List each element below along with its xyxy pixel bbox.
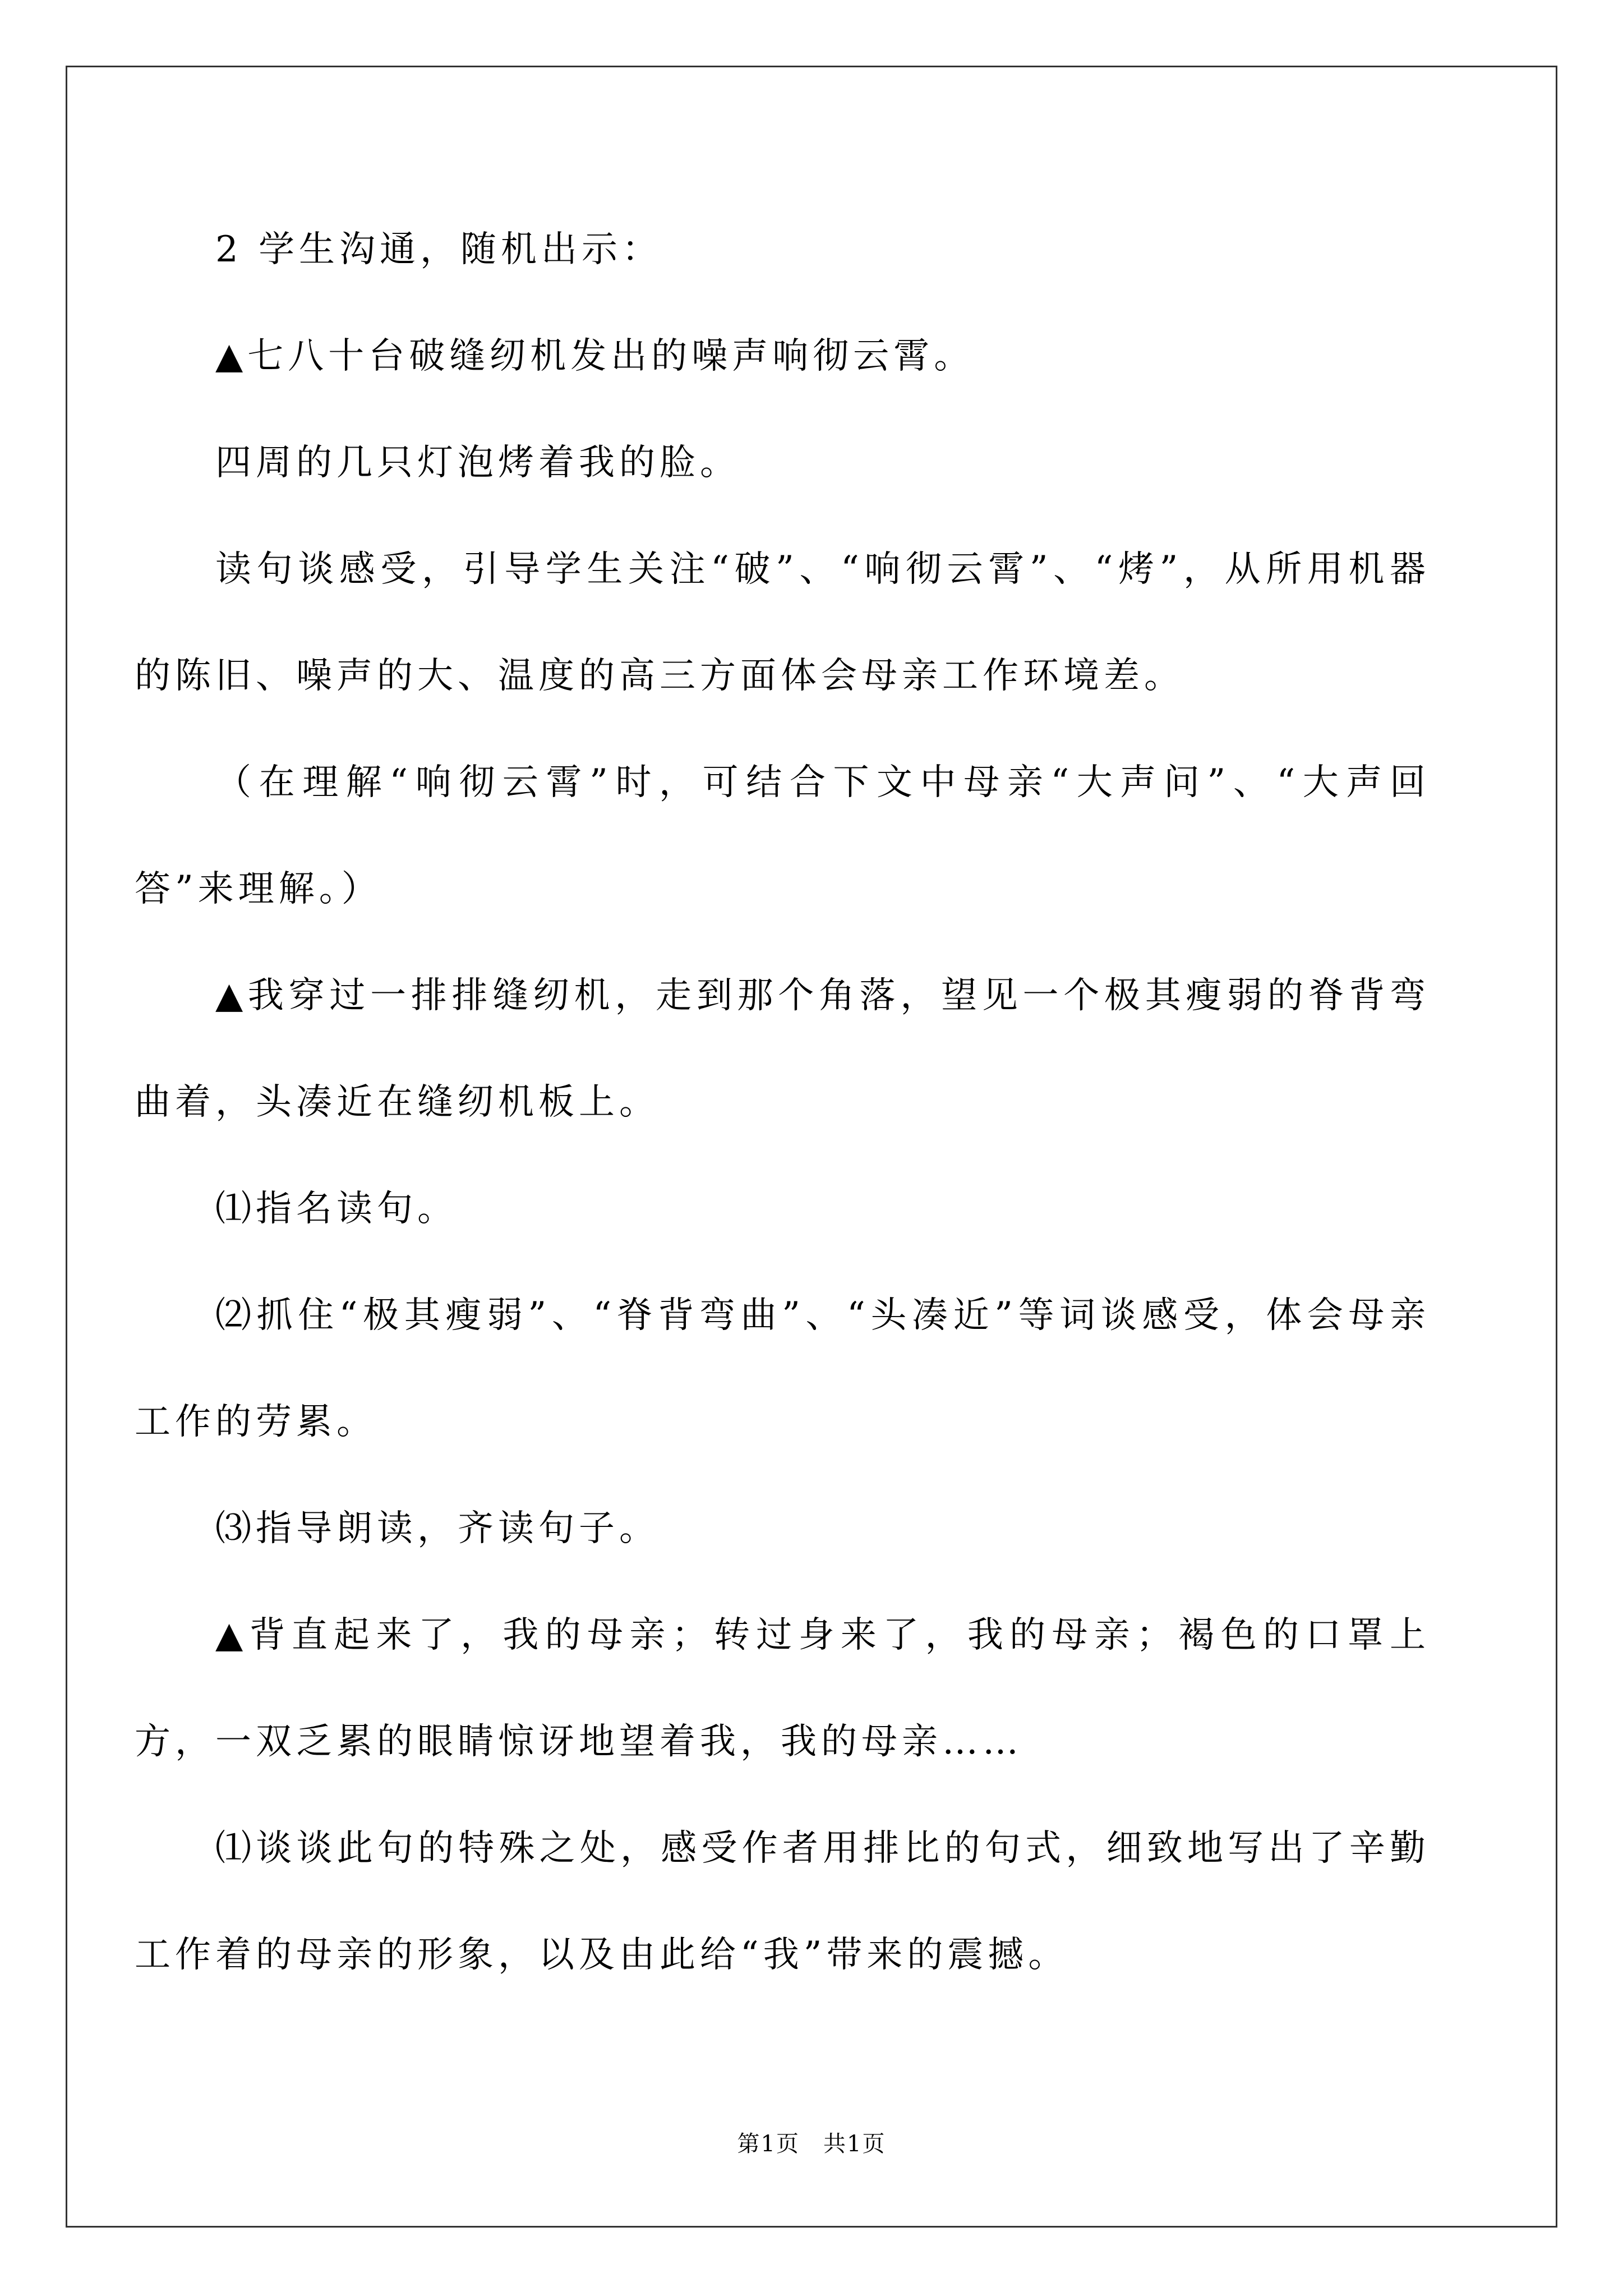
paragraph-2: ▲七八十台破缝纫机发出的噪声响彻云霄。 [215, 335, 975, 377]
paragraph-8: ⑵抓住“极其瘦弱”、“脊背弯曲”、“头凑近”等词谈感受，体会母亲工作的劳累。 [135, 1295, 1430, 1443]
paragraph-7: ⑴指名读句。 [215, 1188, 458, 1230]
paragraph-1: 2 学生沟通，随机出示： [215, 229, 663, 270]
paragraph-9: ⑶指导朗读，齐读句子。 [215, 1508, 660, 1549]
page-footer: 第1页 共1页 [737, 2131, 886, 2157]
paragraph-6: ▲我穿过一排排缝纫机，走到那个角落，望见一个极其瘦弱的脊背弯曲着，头凑近在缝纫机板上。 [135, 975, 1430, 1123]
paragraph-11: ⑴谈谈此句的特殊之处，感受作者用排比的句式，细致地写出了辛勤工作着的母亲的形象，以及由此给“我”带来的震撼。 [135, 1828, 1430, 1976]
paragraph-10: ▲背直起来了，我的母亲；转过身来了，我的母亲；褐色的口罩上方，一双乏累的眼睛惊讶地望着我，我的母亲…… [135, 1614, 1430, 1763]
paragraph-5: （在理解“响彻云霄”时，可结合下文中母亲“大声问”、“大声回答”来理解。） [135, 762, 1430, 910]
paragraph-3: 四周的几只灯泡烤着我的脸。 [215, 442, 740, 484]
paragraph-4: 读句谈感受，引导学生关注“破”、“响彻云霄”、“烤”，从所用机器的陈旧、噪声的大、温度的高三方面体会母亲工作环境差。 [135, 549, 1430, 697]
